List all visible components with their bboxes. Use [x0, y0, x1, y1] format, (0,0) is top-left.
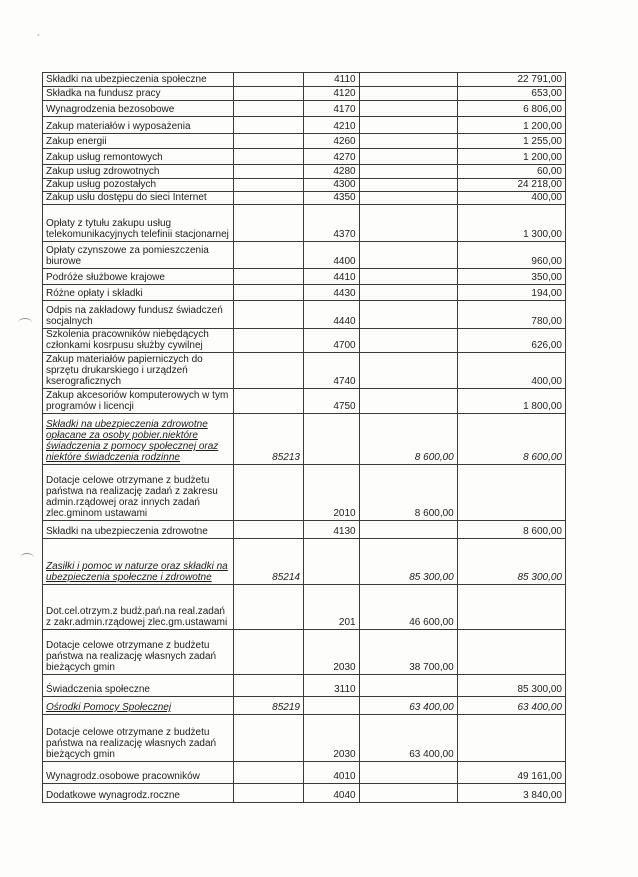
item-name-cell	[43, 149, 234, 165]
table-row	[43, 285, 566, 301]
chapter-code-cell	[234, 101, 304, 117]
paragraph-code-cell	[303, 117, 359, 134]
income-amount-cell	[359, 149, 457, 165]
item-name-cell	[43, 465, 234, 521]
income-amount-text: 8 600,00	[414, 452, 454, 463]
income-amount-cell	[359, 762, 457, 784]
paragraph-code-text: 4350	[333, 192, 356, 203]
paragraph-code-cell	[303, 192, 359, 205]
chapter-code-cell	[234, 301, 304, 329]
item-name-text: Zakup usłu dostępu do sieci Internet	[46, 192, 207, 203]
item-name-cell	[43, 329, 234, 353]
chapter-code-cell	[234, 242, 304, 269]
table-row	[43, 117, 566, 134]
paragraph-code-text: 4280	[333, 166, 356, 177]
item-name-text: Zakup materiałów papierniczych do sprzętu drukarskiego i urządzeń kserograficznych	[46, 354, 203, 387]
expense-amount-text: 400,00	[531, 192, 562, 203]
expense-amount-cell	[457, 630, 565, 675]
income-amount-cell	[359, 87, 457, 101]
expense-amount-cell	[457, 269, 565, 285]
item-name-cell	[43, 205, 234, 242]
item-name-cell	[43, 192, 234, 205]
margin-pen-mark	[18, 318, 32, 327]
expense-amount-cell	[457, 242, 565, 269]
chapter-code-cell	[234, 353, 304, 389]
income-amount-cell	[359, 414, 457, 465]
expense-amount-text: 1 200,00	[523, 121, 562, 132]
table-row	[43, 192, 566, 205]
table-row	[43, 73, 566, 87]
item-name-text: Zasiłki i pomoc w naturze oraz składki na ubezpieczenia społeczne i zdrowotne	[46, 561, 228, 583]
paragraph-code-cell	[303, 539, 359, 585]
paragraph-code-text: 3110	[334, 684, 356, 695]
income-amount-cell	[359, 630, 457, 675]
chapter-code-cell	[234, 179, 304, 192]
expense-amount-cell	[457, 784, 565, 803]
paragraph-code-text: 4750	[333, 401, 356, 412]
item-name-cell	[43, 521, 234, 539]
paragraph-code-text: 4210	[333, 121, 356, 132]
paragraph-code-cell	[303, 73, 359, 87]
paragraph-code-cell	[303, 697, 359, 715]
item-name-cell	[43, 414, 234, 465]
item-name-cell	[43, 389, 234, 414]
item-name-cell	[43, 539, 234, 585]
paragraph-code-text: 4300	[333, 179, 356, 190]
expense-amount-cell	[457, 539, 565, 585]
paragraph-code-text: 4410	[333, 272, 356, 283]
table-row	[43, 675, 566, 697]
chapter-code-cell	[234, 715, 304, 762]
chapter-code-cell	[234, 585, 304, 630]
paragraph-code-cell	[303, 675, 359, 697]
chapter-code-text: 85219	[272, 702, 300, 713]
budget-table	[42, 72, 566, 803]
chapter-code-cell	[234, 697, 304, 715]
paragraph-code-cell	[303, 242, 359, 269]
item-name-text: Wynagrodzenia bezosobowe	[46, 104, 175, 115]
item-name-cell	[43, 73, 234, 87]
expense-amount-text: 85 300,00	[517, 572, 562, 583]
expense-amount-text: 49 161,00	[517, 771, 562, 782]
table-row	[43, 205, 566, 242]
table-row	[43, 87, 566, 101]
margin-pen-mark	[20, 553, 34, 562]
item-name-cell	[43, 269, 234, 285]
scan-speck: °	[37, 34, 40, 41]
expense-amount-text: 6 806,00	[523, 104, 562, 115]
expense-amount-cell	[457, 149, 565, 165]
expense-amount-text: 194,00	[531, 288, 562, 299]
paragraph-code-text: 4170	[333, 104, 356, 115]
expense-amount-cell	[457, 205, 565, 242]
item-name-text: Zakup materiałów i wyposażenia	[46, 121, 191, 132]
income-amount-cell	[359, 301, 457, 329]
item-name-text: Dotacje celowe otrzymane z budżetu państwa na realizację własnych zadań bieżących gmin	[46, 640, 217, 673]
paragraph-code-cell	[303, 762, 359, 784]
expense-amount-cell	[457, 101, 565, 117]
table-row	[43, 715, 566, 762]
paragraph-code-cell	[303, 87, 359, 101]
income-amount-cell	[359, 353, 457, 389]
paragraph-code-cell	[303, 715, 359, 762]
paragraph-code-text: 4370	[333, 229, 356, 240]
paragraph-code-text: 2030	[333, 662, 356, 673]
chapter-code-cell	[234, 117, 304, 134]
paragraph-code-text: 4440	[333, 316, 356, 327]
paragraph-code-text: 2010	[333, 508, 356, 519]
income-amount-cell	[359, 539, 457, 585]
paragraph-code-cell	[303, 134, 359, 149]
paragraph-code-text: 4400	[333, 256, 356, 267]
expense-amount-text: 60,00	[536, 166, 562, 177]
item-name-text: Zakup energii	[46, 136, 107, 147]
chapter-code-cell	[234, 630, 304, 675]
table-row	[43, 329, 566, 353]
table-row	[43, 414, 566, 465]
item-name-cell	[43, 101, 234, 117]
item-name-text: Opłaty z tytułu zakupu usług telekomunikacyjnych telefinii stacjonarnej	[46, 218, 229, 240]
income-amount-cell	[359, 179, 457, 192]
chapter-code-cell	[234, 205, 304, 242]
paragraph-code-text: 4270	[333, 152, 356, 163]
paragraph-code-text: 4740	[333, 376, 356, 387]
table-row	[43, 165, 566, 179]
income-amount-text: 46 600,00	[409, 617, 454, 628]
expense-amount-cell	[457, 134, 565, 149]
table-row	[43, 149, 566, 165]
income-amount-cell	[359, 585, 457, 630]
chapter-code-cell	[234, 149, 304, 165]
item-name-cell	[43, 784, 234, 803]
table-row	[43, 585, 566, 630]
paragraph-code-cell	[303, 414, 359, 465]
item-name-text: Dot.cel.otrzym.z budż.pań.na real.zadań z zakr.admin.rządowej zlec.gm.ustawami	[46, 606, 228, 628]
paragraph-code-cell	[303, 149, 359, 165]
expense-amount-cell	[457, 521, 565, 539]
income-amount-cell	[359, 269, 457, 285]
table-row	[43, 465, 566, 521]
paragraph-code-cell	[303, 630, 359, 675]
expense-amount-cell	[457, 165, 565, 179]
income-amount-cell	[359, 73, 457, 87]
item-name-text: Świadczenia społeczne	[46, 684, 150, 695]
paragraph-code-cell	[303, 585, 359, 630]
table-row	[43, 521, 566, 539]
item-name-cell	[43, 134, 234, 149]
item-name-text: Dodatkowe wynagrodz.roczne	[46, 790, 180, 801]
paragraph-code-cell	[303, 269, 359, 285]
table-row	[43, 762, 566, 784]
item-name-text: Zakup usług pozostałych	[46, 179, 157, 190]
expense-amount-cell	[457, 715, 565, 762]
chapter-code-cell	[234, 762, 304, 784]
paragraph-code-cell	[303, 165, 359, 179]
expense-amount-text: 8 600,00	[523, 452, 562, 463]
expense-amount-text: 1 200,00	[523, 152, 562, 163]
income-amount-cell	[359, 784, 457, 803]
income-amount-cell	[359, 117, 457, 134]
item-name-text: Ośrodki Pomocy Społecznej	[46, 702, 172, 713]
chapter-code-cell	[234, 269, 304, 285]
item-name-text: Składki na ubezpieczenia społeczne	[46, 74, 207, 85]
item-name-cell	[43, 697, 234, 715]
expense-amount-cell	[457, 675, 565, 697]
paragraph-code-cell	[303, 285, 359, 301]
item-name-cell	[43, 675, 234, 697]
table-row	[43, 179, 566, 192]
income-amount-cell	[359, 329, 457, 353]
expense-amount-text: 400,00	[531, 376, 562, 387]
table-row	[43, 353, 566, 389]
expense-amount-cell	[457, 117, 565, 134]
item-name-text: Dotacje celowe otrzymane z budżetu państwa na realizację własnych zadań bieżących gmin	[46, 727, 217, 760]
item-name-cell	[43, 630, 234, 675]
chapter-code-cell	[234, 414, 304, 465]
expense-amount-cell	[457, 285, 565, 301]
paragraph-code-cell	[303, 784, 359, 803]
item-name-cell	[43, 117, 234, 134]
expense-amount-text: 8 600,00	[523, 526, 562, 537]
income-amount-cell	[359, 715, 457, 762]
income-amount-cell	[359, 389, 457, 414]
item-name-text: Opłaty czynszowe za pomieszczenia biurowe	[46, 245, 209, 267]
expense-amount-cell	[457, 73, 565, 87]
expense-amount-text: 1 255,00	[523, 136, 562, 147]
chapter-code-cell	[234, 465, 304, 521]
chapter-code-cell	[234, 521, 304, 539]
paragraph-code-text: 4700	[333, 340, 356, 351]
expense-amount-text: 780,00	[531, 316, 562, 327]
expense-amount-cell	[457, 762, 565, 784]
chapter-code-text: 85213	[272, 452, 300, 463]
expense-amount-cell	[457, 389, 565, 414]
paragraph-code-cell	[303, 329, 359, 353]
table-row	[43, 301, 566, 329]
chapter-code-cell	[234, 389, 304, 414]
expense-amount-text: 626,00	[531, 340, 562, 351]
income-amount-cell	[359, 205, 457, 242]
table-row	[43, 242, 566, 269]
table-row	[43, 269, 566, 285]
income-amount-text: 63 400,00	[409, 702, 454, 713]
item-name-cell	[43, 585, 234, 630]
income-amount-cell	[359, 465, 457, 521]
paragraph-code-text: 4110	[334, 74, 356, 85]
item-name-cell	[43, 242, 234, 269]
item-name-text: Zakup akcesoriów komputerowych w tym programów i licencji	[46, 390, 229, 412]
item-name-text: Składki na ubezpieczenia zdrowotne opłacane za osoby pobier.niektóre świadczenia z pomocy społecznej oraz niektóre świadczenia rodzinne	[46, 419, 219, 463]
table-row	[43, 134, 566, 149]
item-name-cell	[43, 179, 234, 192]
item-name-text: Szkolenia pracowników niebędących członkami kosrpusu służby cywilnej	[46, 329, 209, 351]
table-row	[43, 697, 566, 715]
expense-amount-cell	[457, 353, 565, 389]
chapter-code-cell	[234, 285, 304, 301]
expense-amount-cell	[457, 465, 565, 521]
expense-amount-text: 85 300,00	[517, 684, 562, 695]
expense-amount-cell	[457, 414, 565, 465]
income-amount-cell	[359, 192, 457, 205]
expense-amount-text: 3 840,00	[523, 790, 562, 801]
income-amount-cell	[359, 242, 457, 269]
item-name-cell	[43, 301, 234, 329]
expense-amount-cell	[457, 179, 565, 192]
paragraph-code-cell	[303, 465, 359, 521]
table-row	[43, 101, 566, 117]
budget-table-body	[43, 73, 566, 803]
income-amount-cell	[359, 165, 457, 179]
paragraph-code-text: 4260	[333, 136, 356, 147]
item-name-text: Wynagrodz.osobowe pracowników	[46, 771, 200, 782]
expense-amount-text: 1 300,00	[523, 229, 562, 240]
expense-amount-cell	[457, 192, 565, 205]
table-row	[43, 389, 566, 414]
expense-amount-text: 24 218,00	[517, 179, 562, 190]
expense-amount-text: 63 400,00	[517, 702, 562, 713]
item-name-text: Składka na fundusz pracy	[46, 88, 161, 99]
income-amount-cell	[359, 285, 457, 301]
chapter-code-cell	[234, 165, 304, 179]
paragraph-code-cell	[303, 353, 359, 389]
expense-amount-text: 350,00	[531, 272, 562, 283]
paragraph-code-text: 4010	[333, 771, 356, 782]
item-name-text: Dotacje celowe otrzymane z budżetu państwa na realizację zadań z zakresu admin.rządowej oraz innych zadań zlec.gminom ustawami	[46, 475, 218, 519]
item-name-text: Różne opłaty i składki	[46, 288, 143, 299]
income-amount-cell	[359, 134, 457, 149]
paragraph-code-cell	[303, 179, 359, 192]
table-row	[43, 630, 566, 675]
expense-amount-cell	[457, 585, 565, 630]
income-amount-text: 63 400,00	[409, 749, 454, 760]
chapter-code-cell	[234, 675, 304, 697]
item-name-cell	[43, 165, 234, 179]
paragraph-code-text: 4430	[333, 288, 356, 299]
expense-amount-text: 653,00	[531, 88, 562, 99]
income-amount-cell	[359, 101, 457, 117]
paragraph-code-cell	[303, 205, 359, 242]
income-amount-cell	[359, 697, 457, 715]
paragraph-code-cell	[303, 301, 359, 329]
expense-amount-cell	[457, 329, 565, 353]
income-amount-text: 85 300,00	[409, 572, 454, 583]
item-name-text: Odpis na zakładowy fundusz świadczeń socjalnych	[46, 305, 223, 327]
chapter-code-cell	[234, 539, 304, 585]
expense-amount-text: 22 791,00	[517, 74, 562, 85]
item-name-cell	[43, 353, 234, 389]
item-name-cell	[43, 285, 234, 301]
income-amount-text: 38 700,00	[409, 662, 454, 673]
chapter-code-cell	[234, 192, 304, 205]
paragraph-code-text: 4130	[333, 526, 356, 537]
expense-amount-cell	[457, 697, 565, 715]
income-amount-cell	[359, 675, 457, 697]
chapter-code-cell	[234, 784, 304, 803]
chapter-code-cell	[234, 329, 304, 353]
paragraph-code-cell	[303, 389, 359, 414]
paragraph-code-text: 2030	[333, 749, 356, 760]
table-row	[43, 784, 566, 803]
item-name-text: Zakup usług remontowych	[46, 152, 163, 163]
chapter-code-text: 85214	[272, 572, 300, 583]
item-name-cell	[43, 762, 234, 784]
paragraph-code-text: 4040	[333, 790, 356, 801]
paragraph-code-text: 4120	[333, 88, 356, 99]
expense-amount-cell	[457, 301, 565, 329]
chapter-code-cell	[234, 87, 304, 101]
income-amount-cell	[359, 521, 457, 539]
item-name-cell	[43, 715, 234, 762]
paragraph-code-text: 201	[338, 617, 356, 628]
item-name-text: Składki na ubezpieczenia zdrowotne	[46, 526, 208, 537]
paragraph-code-cell	[303, 101, 359, 117]
item-name-text: Podróże służbowe krajowe	[46, 272, 165, 283]
expense-amount-text: 1 800,00	[523, 401, 562, 412]
expense-amount-cell	[457, 87, 565, 101]
table-row	[43, 539, 566, 585]
chapter-code-cell	[234, 73, 304, 87]
income-amount-text: 8 600,00	[414, 508, 454, 519]
item-name-cell	[43, 87, 234, 101]
item-name-text: Zakup usług zdrowotnych	[46, 166, 160, 177]
expense-amount-text: 960,00	[531, 256, 562, 267]
chapter-code-cell	[234, 134, 304, 149]
paragraph-code-cell	[303, 521, 359, 539]
